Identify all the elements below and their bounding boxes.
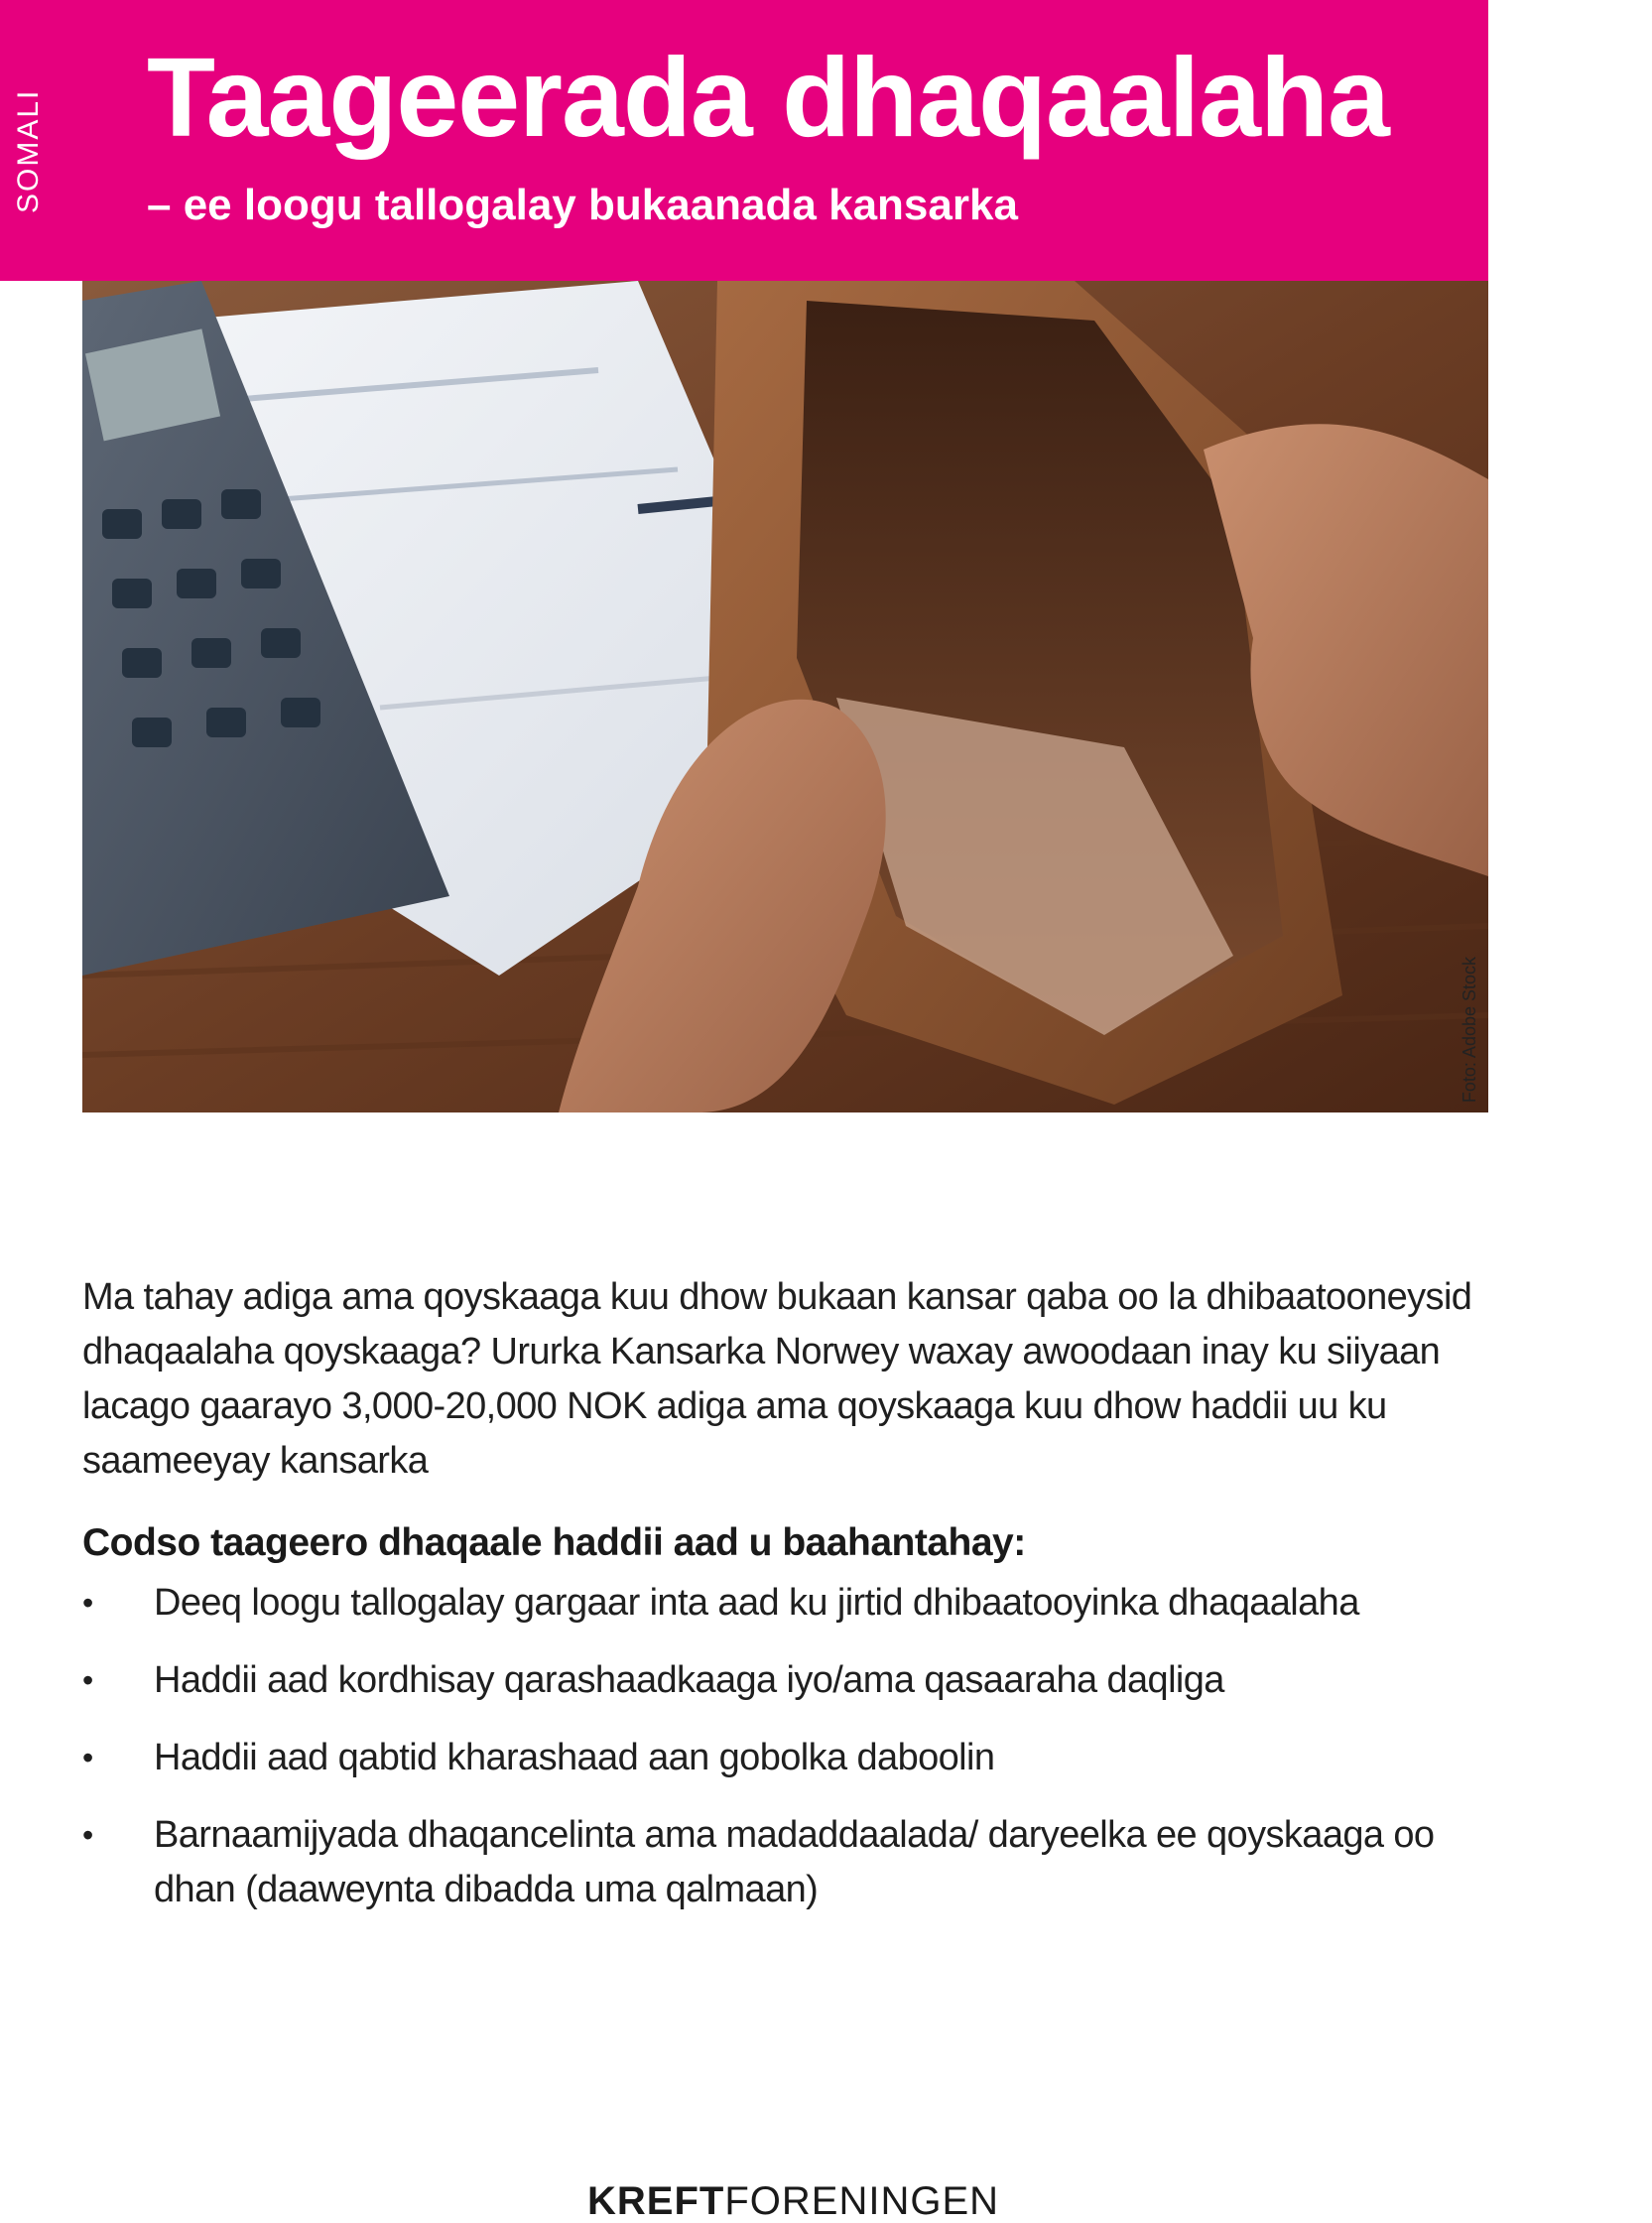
bullet-icon: • xyxy=(82,1662,93,1698)
language-tag: SOMALI xyxy=(12,88,45,213)
page-title: Taageerada dhaqaalaha xyxy=(147,35,1389,160)
list-item xyxy=(82,1731,1501,1785)
logo-bold-text: KREFT xyxy=(587,2179,725,2223)
photo-credit: Foto: Adobe Stock xyxy=(1460,956,1479,1103)
list-item xyxy=(82,1576,1501,1631)
bullet-icon: • xyxy=(82,1817,93,1853)
hero-photo xyxy=(82,281,1488,1112)
list-item xyxy=(82,1808,1501,1917)
logo-light-text: FORENINGEN xyxy=(724,2179,1000,2223)
header-banner xyxy=(0,0,1488,281)
list-item-text: Barnaamijyada dhaqancelinta ama madaddaalada/ daryeelka ee qoyskaaga oo dhan (daaweynta dibadda uma qalmaan) xyxy=(154,1814,1435,1910)
list-item-text: Haddii aad qabtid kharashaad aan gobolka daboolin xyxy=(154,1737,995,1778)
bullet-icon: • xyxy=(82,1740,93,1775)
support-list xyxy=(82,1576,1501,1940)
section-heading: Codso taageero dhaqaale haddii aad u baahantahay: xyxy=(82,1521,1026,1564)
kreftforeningen-logo xyxy=(587,2181,999,2221)
list-item-text: Haddii aad kordhisay qarashaadkaaga iyo/ama qasaaraha daqliga xyxy=(154,1659,1224,1701)
empty-wallet-illustration xyxy=(82,281,1488,1112)
intro-paragraph: Ma tahay adiga ama qoyskaaga kuu dhow bukaan kansar qaba oo la dhibaatooneysid dhaqaalaha qoyskaaga? Ururka Kansarka Norwey waxay awoodaan inay ku siiyaan lacago gaarayo 3,000-20,000 NOK adiga ama qoyskaaga kuu dhow haddii uu ku saameeyay kansarka xyxy=(82,1276,1472,1482)
bullet-icon: • xyxy=(82,1585,93,1621)
list-item xyxy=(82,1653,1501,1708)
page-subtitle: – ee loogu tallogalay bukaanada kansarka xyxy=(147,181,1018,229)
list-item-text: Deeq loogu tallogalay gargaar inta aad ku jirtid dhibaatooyinka dhaqaalaha xyxy=(154,1582,1359,1624)
